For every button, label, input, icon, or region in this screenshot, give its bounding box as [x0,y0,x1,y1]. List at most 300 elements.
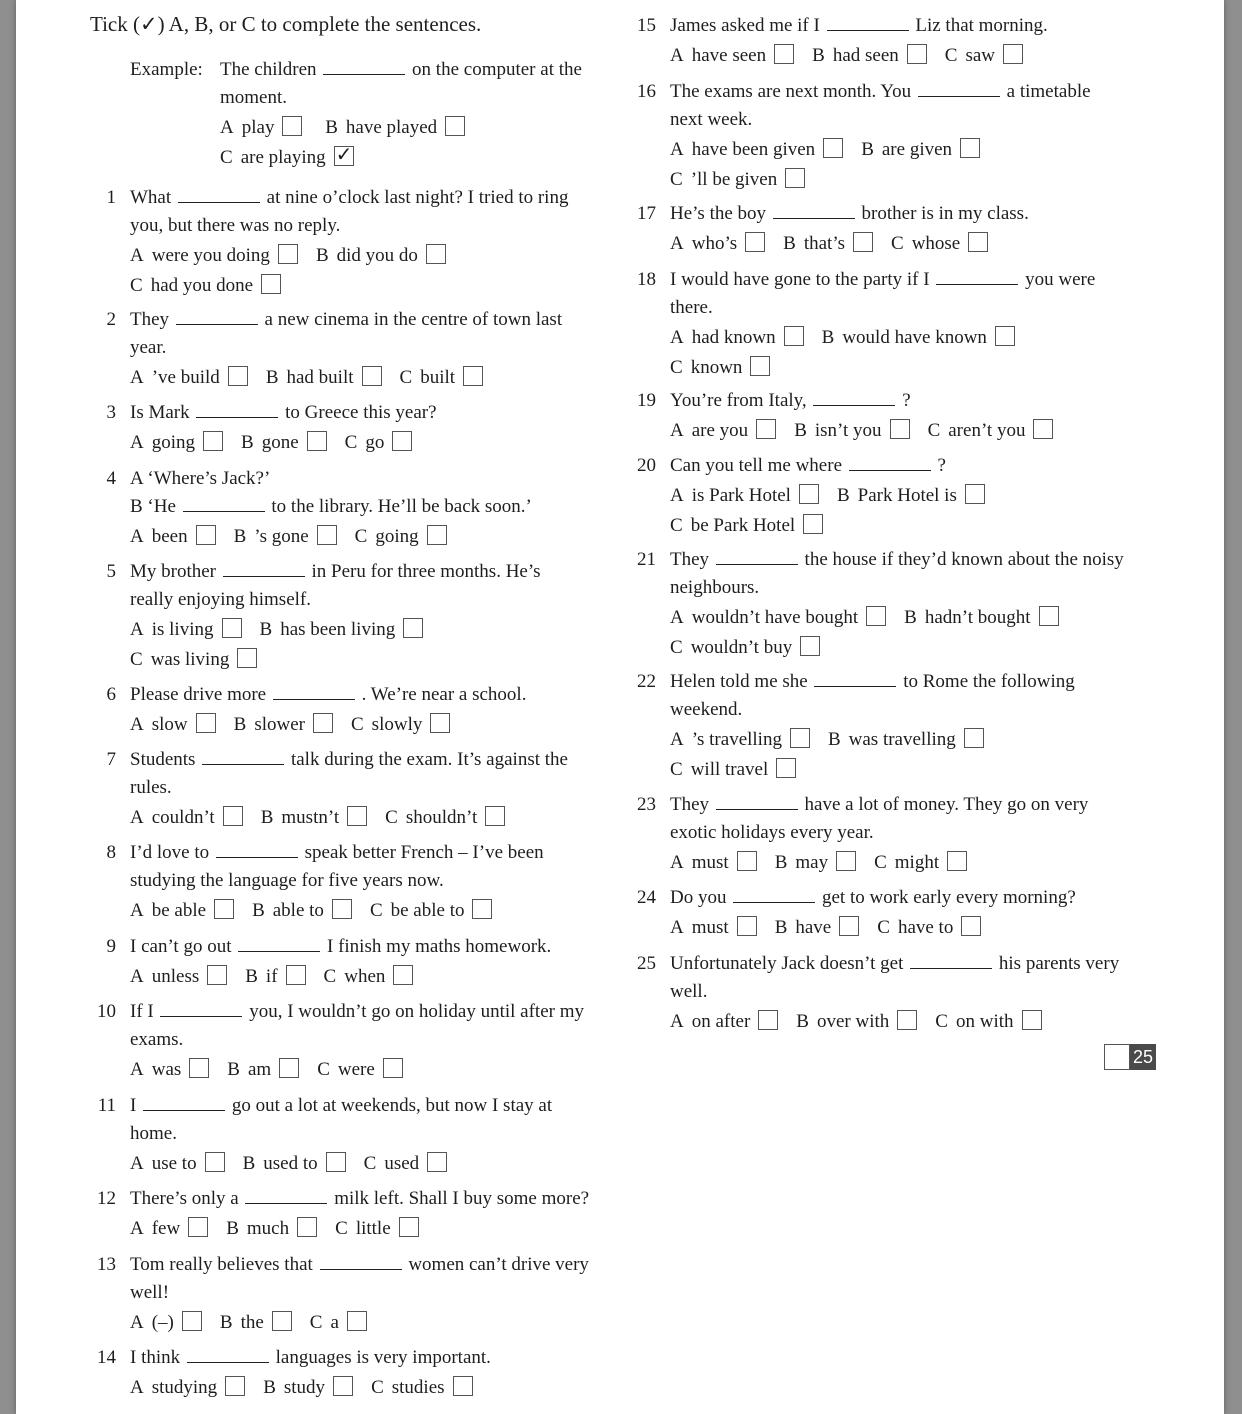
example-option-c[interactable]: C are playing ✓ [220,142,353,168]
option-b[interactable] [316,242,446,270]
option-text: ’ll be given [690,169,778,190]
option-a[interactable] [130,711,216,739]
option-letter: B [219,1312,233,1333]
option-b[interactable] [234,711,333,739]
checkbox[interactable] [203,431,223,451]
option-a[interactable] [670,1008,778,1036]
question-line: neighbours. [670,577,760,598]
option-letter: B [861,139,874,160]
option-letter: B [904,607,917,628]
question-line [630,884,1190,912]
option-text: may [795,852,829,873]
checkbox[interactable] [968,232,988,252]
option-a[interactable] [670,604,886,632]
checkbox[interactable] [317,525,337,545]
option-b[interactable] [263,1374,353,1402]
checkbox[interactable] [225,1376,245,1396]
option-letter: B [774,852,788,873]
question-line [90,558,630,586]
option-a[interactable] [130,1150,225,1178]
checkbox[interactable] [392,431,412,451]
checkbox[interactable] [297,1217,317,1237]
option-c[interactable] [928,417,1054,445]
option-text: mustn’t [281,807,340,828]
option-letter: A [130,714,144,735]
option-b[interactable] [828,726,984,754]
question-11 [90,1092,630,1178]
question-text-before: I think [130,1347,181,1368]
option-c[interactable] [935,1008,1041,1036]
question-line [630,668,1190,696]
answer-blank [202,746,284,765]
question-line [90,998,630,1026]
option-letter: B [774,917,788,938]
checkbox[interactable] [286,965,306,985]
option-c[interactable] [345,429,413,457]
option-text: wouldn’t have bought [691,607,859,628]
checkbox[interactable] [196,713,216,733]
option-a[interactable] [130,963,227,991]
option-letter: C [399,367,413,388]
checkbox[interactable] [790,728,810,748]
option-text: on with [955,1011,1014,1032]
checkbox[interactable] [278,244,298,264]
checkbox[interactable] [803,514,823,534]
option-b[interactable] [904,604,1058,632]
checkbox[interactable] [1033,419,1053,439]
checkbox[interactable] [427,525,447,545]
option-letter: C [354,526,368,547]
option-letter: A [130,619,144,640]
option-c[interactable] [400,364,484,392]
option-c[interactable] [370,897,493,925]
question-text-after: ? [902,390,911,411]
checkbox[interactable] [332,899,352,919]
checkbox[interactable] [427,1152,447,1172]
options-row [630,634,1190,662]
option-a[interactable] [130,429,223,457]
checkbox[interactable] [785,168,805,188]
option-letter: C [670,169,683,190]
question-5 [90,558,630,674]
option-letter: A [130,900,144,921]
checkbox[interactable] [866,606,886,626]
option-a[interactable] [670,42,794,70]
option-letter: A [670,1011,684,1032]
option-letter: A [670,485,684,506]
option-b[interactable] [837,482,985,510]
option-letter: B [827,729,841,750]
checkbox[interactable] [347,1311,367,1331]
option-letter: B [265,367,279,388]
option-c[interactable] [891,230,988,258]
question-number: 5 [106,561,116,582]
question-number: 14 [97,1347,116,1368]
options-row [630,230,1190,258]
checkbox[interactable] [964,728,984,748]
option-a[interactable] [670,417,776,445]
options-row [90,429,630,457]
answer-blank [223,558,305,577]
option-c[interactable] [670,634,820,662]
option-letter: C [670,637,683,658]
checkbox[interactable] [445,116,465,136]
checkbox[interactable] [326,1152,346,1172]
question-17 [630,200,1190,258]
option-text: had seen [832,45,899,66]
option-a[interactable] [670,726,810,754]
question-text-before: They [130,309,170,330]
checkbox[interactable] [393,965,413,985]
option-letter: B [812,45,825,66]
checkbox[interactable] [188,1217,208,1237]
option-letter: A [130,1218,144,1239]
question-number: 4 [106,468,116,489]
option-text: have [795,917,832,938]
checkbox[interactable] [472,899,492,919]
option-a[interactable] [670,849,757,877]
question-number: 17 [637,203,656,224]
option-b[interactable] [775,914,860,942]
options-row [90,1309,630,1337]
option-a[interactable] [130,897,234,925]
option-a[interactable] [670,324,804,352]
question-number: 21 [637,549,656,570]
options-row [630,726,1190,754]
answer-blank [176,306,258,325]
option-text: might [894,852,940,873]
options-row [630,1008,1190,1036]
option-c[interactable] [874,849,967,877]
option-a[interactable] [130,364,248,392]
option-c[interactable] [130,272,281,300]
option-b[interactable] [226,1215,317,1243]
question-number: 16 [637,81,656,102]
checkbox[interactable] [205,1152,225,1172]
checkbox[interactable] [774,44,794,64]
checkbox[interactable] [223,806,243,826]
option-text: if [265,966,278,987]
checkbox[interactable] [737,916,757,936]
question-text-after: . We’re near a school. [361,684,527,705]
option-letter: C [670,759,683,780]
checkbox[interactable] [430,713,450,733]
option-c[interactable] [371,1374,472,1402]
option-b[interactable] [822,324,1015,352]
question-line [90,1251,630,1279]
option-c[interactable] [385,804,505,832]
question-text-before: I can’t go out [130,936,232,957]
answer-blank [814,668,896,687]
answer-blank [320,1251,402,1270]
option-text: little [355,1218,391,1239]
option-text: go [365,432,385,453]
checkbox[interactable] [272,1311,292,1331]
question-text-before: My brother [130,561,217,582]
example-option-b[interactable]: B have played [325,114,465,142]
option-b[interactable] [241,429,327,457]
answer-blank [733,884,815,903]
option-a[interactable] [670,230,765,258]
score-total: 25 [1130,1044,1156,1070]
option-text: going [151,432,196,453]
question-line [90,399,630,427]
checkbox[interactable] [1039,606,1059,626]
checkbox[interactable] [839,916,859,936]
option-a[interactable] [130,1374,245,1402]
option-c[interactable] [130,646,257,674]
option-text: are given [881,139,953,160]
option-a[interactable] [130,523,216,551]
option-letter: C [371,1377,384,1398]
option-a[interactable] [130,616,242,644]
option-letter: B [233,526,247,547]
question-line: home. [130,1123,177,1144]
checkbox[interactable] [313,713,333,733]
option-b[interactable] [227,1056,299,1084]
checkbox[interactable] [750,356,770,376]
option-b[interactable] [252,897,352,925]
checkbox[interactable] [995,326,1015,346]
option-c[interactable] [355,523,447,551]
option-text: was [151,1059,182,1080]
checkbox[interactable] [214,899,234,919]
option-a[interactable] [130,1309,202,1337]
question-text-after: have a lot of money. They go on very [804,794,1089,815]
checkbox[interactable] [362,366,382,386]
checkbox[interactable] [784,326,804,346]
option-b[interactable] [861,136,980,164]
checkbox[interactable] [745,232,765,252]
checkbox[interactable] [961,916,981,936]
checkbox[interactable] [823,138,843,158]
checkbox[interactable] [426,244,446,264]
question-text-after: a timetable [1006,81,1091,102]
worksheet-page [16,0,1224,1414]
option-b[interactable] [794,417,909,445]
checkbox[interactable] [307,431,327,451]
option-b[interactable] [220,1309,292,1337]
option-c[interactable] [335,1215,419,1243]
option-c[interactable] [364,1150,448,1178]
checkbox[interactable] [196,525,216,545]
score-input[interactable] [1104,1044,1130,1070]
answer-blank [183,493,265,512]
checkbox[interactable] [836,851,856,871]
instruction-heading: Tick (✓) A, B, or C to complete the sentences. [90,12,482,36]
checkbox[interactable] [758,1010,778,1030]
answer-blank [827,12,909,31]
option-c[interactable] [945,42,1023,70]
checkbox[interactable] [237,648,257,668]
checkbox[interactable] [1022,1010,1042,1030]
option-a[interactable] [670,136,843,164]
answer-blank [849,452,931,471]
question-line [630,452,1190,480]
option-b[interactable] [812,42,927,70]
option-a[interactable] [130,1215,208,1243]
checkbox[interactable] [897,1010,917,1030]
option-text: had built [286,367,354,388]
checkbox[interactable] [737,851,757,871]
question-text-before: James asked me if I [670,15,820,36]
option-letter: B [233,714,247,735]
checkbox[interactable] [799,484,819,504]
question-number: 23 [637,794,656,815]
question-line [90,933,630,961]
option-text: am [247,1059,272,1080]
option-letter: B [227,1059,240,1080]
checkbox[interactable] [383,1058,403,1078]
option-c[interactable] [310,1309,367,1337]
checkbox[interactable] [890,419,910,439]
option-text: is living [151,619,214,640]
option-letter: B [245,966,258,987]
option-c[interactable] [877,914,981,942]
option-c[interactable] [324,963,414,991]
option-letter: B [241,432,254,453]
options-row [90,1150,630,1178]
option-c[interactable] [670,512,823,540]
options-row [90,272,630,300]
checkbox[interactable] [776,758,796,778]
option-text: saw [965,45,996,66]
option-text: was living [150,649,230,670]
question-line [90,493,630,521]
checkbox[interactable] [463,366,483,386]
example-option-a[interactable]: A play [220,114,302,142]
options-row [90,804,630,832]
option-letter: A [130,245,144,266]
option-c[interactable] [317,1056,403,1084]
option-a[interactable] [130,1056,209,1084]
option-b[interactable] [245,963,305,991]
checkbox[interactable] [222,618,242,638]
checkbox[interactable] [207,965,227,985]
options-row [90,1056,630,1084]
option-letter: B [263,1377,276,1398]
option-letter: C [670,515,683,536]
option-text: on after [691,1011,751,1032]
option-c[interactable] [670,166,805,194]
question-text-after: at nine o’clock last night? I tried to ring [266,187,569,208]
option-b[interactable] [234,523,337,551]
checkbox[interactable] [347,806,367,826]
option-b[interactable] [783,230,873,258]
question-8 [90,839,630,925]
question-14 [90,1344,630,1402]
option-letter: B [836,485,850,506]
checkbox[interactable] [182,1311,202,1331]
option-letter: B [260,807,274,828]
option-text: couldn’t [151,807,215,828]
option-c[interactable] [670,354,770,382]
option-b[interactable] [261,804,367,832]
question-text-before: Please drive more [130,684,267,705]
options-row [630,166,1190,194]
checkbox[interactable] [261,274,281,294]
option-text: used [384,1153,420,1174]
checkbox[interactable] [947,851,967,871]
option-b[interactable] [266,364,382,392]
option-letter: A [130,1312,144,1333]
option-text: hadn’t bought [924,607,1031,628]
checkbox[interactable] [960,138,980,158]
option-text: going [375,526,419,547]
option-letter: B [315,245,329,266]
checkbox[interactable] [279,1058,299,1078]
options-row [90,242,630,270]
checkbox[interactable] [1003,44,1023,64]
question-text-before: I would have gone to the party if I [670,269,930,290]
checkbox[interactable] [333,1376,353,1396]
question-text-before: If I [130,1001,154,1022]
question-text-after: ? [937,455,946,476]
option-text: whose [911,233,961,254]
checkbox[interactable] [399,1217,419,1237]
option-a[interactable] [670,482,819,510]
option-text: will travel [690,759,769,780]
option-letter: C [944,45,958,66]
option-b[interactable] [260,616,424,644]
tick-icon: ✓ [335,142,353,166]
option-c[interactable] [351,711,450,739]
checkbox[interactable] [800,636,820,656]
checkbox[interactable] [756,419,776,439]
checkbox[interactable] [965,484,985,504]
option-text: studies [391,1377,445,1398]
answer-blank [238,933,320,952]
checkbox[interactable] [453,1376,473,1396]
question-16 [630,78,1190,194]
question-number: 8 [106,842,116,863]
question-19 [630,387,1190,445]
option-b[interactable] [243,1150,346,1178]
option-text: studying [151,1377,218,1398]
options-row [630,482,1190,510]
option-a[interactable] [130,804,243,832]
checkbox-ticked[interactable] [334,142,354,166]
option-b[interactable] [796,1008,917,1036]
question-4 [90,465,630,551]
checkbox[interactable] [228,366,248,386]
option-text: shouldn’t [405,807,478,828]
checkbox[interactable] [485,806,505,826]
question-25 [630,950,1190,1036]
option-b[interactable] [775,849,856,877]
options-row [630,417,1190,445]
question-line: rules. [130,777,172,798]
question-text-before: I [130,1095,137,1116]
answer-blank [160,998,242,1017]
option-a[interactable] [130,242,298,270]
option-text: Park Hotel is [857,485,957,506]
option-text: had known [691,327,776,348]
checkbox[interactable] [282,116,302,136]
checkbox[interactable] [403,618,423,638]
question-line: well. [670,981,708,1002]
question-text-after: milk left. Shall I buy some more? [334,1188,590,1209]
options-row [630,354,1190,382]
option-text: be able [151,900,207,921]
option-c[interactable] [670,756,796,784]
question-text-after: go out a lot at weekends, but now I stay at [231,1095,553,1116]
checkbox[interactable] [853,232,873,252]
option-text: be able to [390,900,465,921]
checkbox[interactable] [189,1058,209,1078]
option-a[interactable] [670,914,757,942]
checkbox[interactable] [907,44,927,64]
